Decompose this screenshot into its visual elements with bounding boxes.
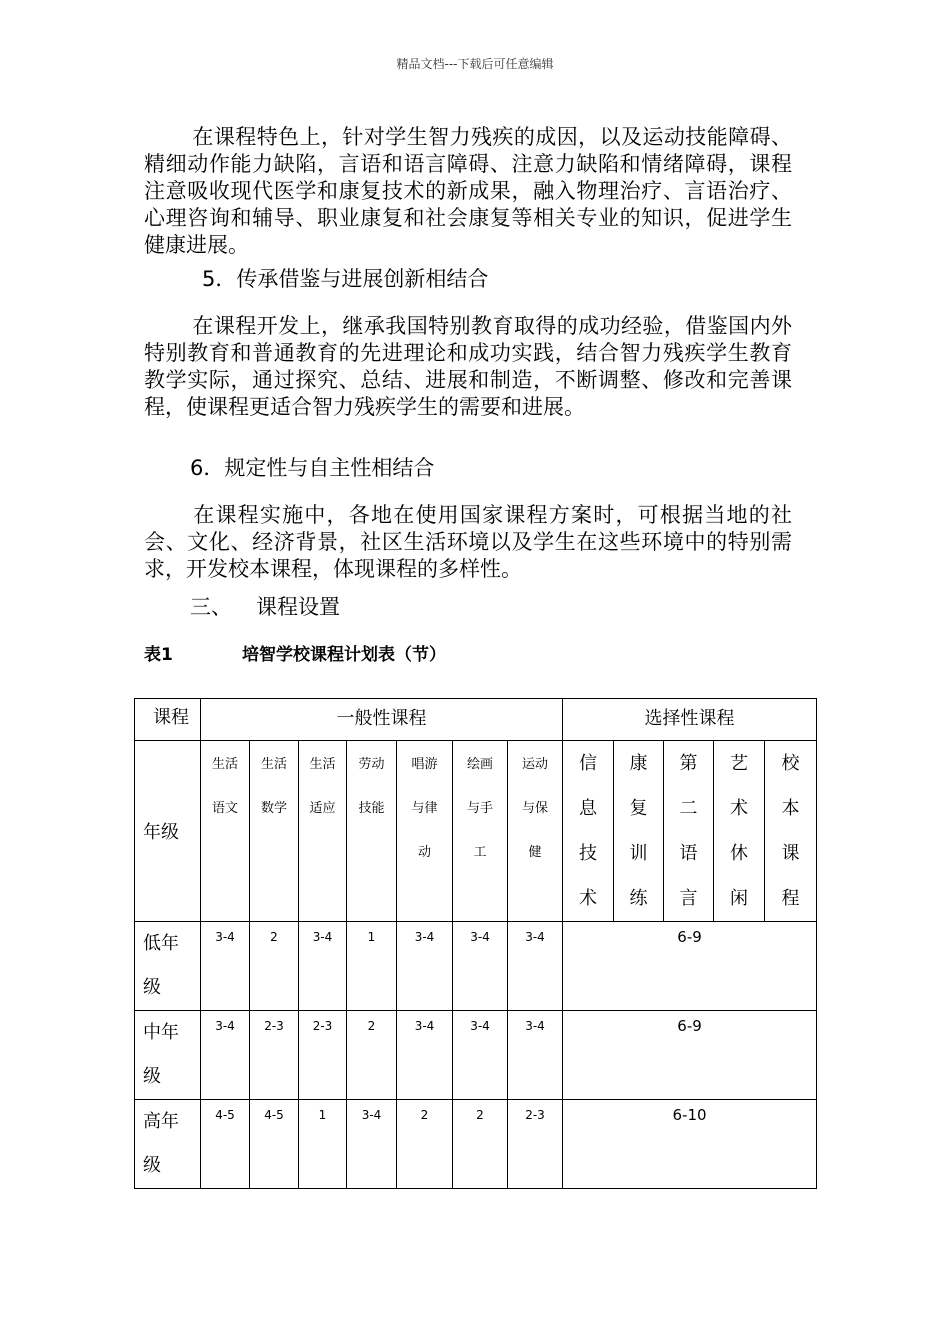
table-cell: 3-4: [397, 1011, 453, 1100]
general-courses-header: 一般性课程: [201, 699, 563, 741]
heading-section-6: 6．规定性与自主性相结合: [190, 456, 435, 480]
paragraph-course-features: 在课程特色上，针对学生智力残疾的成因，以及运动技能障碍、精细动作能力缺陷，言语和语言障碍、注意力缺陷和情绪障碍，课程注意吸收现代医学和康复技术的新成果，融入物理治疗、言语治疗、心理咨询和辅导、职业康复和社会康复等相关专业的知识，促进学生健康进展。: [144, 125, 792, 257]
corner-course-label: 课程: [135, 699, 201, 741]
table-number: 表1: [144, 645, 173, 665]
table-cell: 3-4: [508, 1011, 563, 1100]
subject-information-tech: 信 息 技 术: [563, 741, 614, 922]
table-title: 培智学校课程计划表（节）: [242, 645, 446, 665]
course-plan-table: [134, 698, 817, 1189]
subject-drawing-handcraft: 绘画 与手 工: [453, 741, 508, 922]
elective-courses-header: 选择性课程: [563, 699, 817, 741]
page-header: 精品文档---下载后可任意编辑: [396, 57, 554, 71]
grade-label: 中年 级: [135, 1011, 201, 1100]
table-cell: 3-4: [453, 922, 508, 1011]
table-cell: 4-5: [250, 1100, 299, 1189]
table-cell: 3-4: [347, 1100, 397, 1189]
subject-rehab-training: 康 复 训 练: [614, 741, 664, 922]
table-cell: 3-4: [397, 922, 453, 1011]
subject-school-based: 校 本 课 程: [765, 741, 817, 922]
table-cell: 3-4: [201, 1011, 250, 1100]
table-caption: [144, 640, 446, 665]
subject-life-adaptation: 生活 适应: [299, 741, 347, 922]
table-row-low-grade: [135, 922, 817, 1011]
table-row-mid-grade: [135, 1011, 817, 1100]
table-cell: 1: [347, 922, 397, 1011]
table-cell: 2: [250, 922, 299, 1011]
table-cell: 3-4: [508, 922, 563, 1011]
subject-second-language: 第 二 语 言: [664, 741, 714, 922]
table-cell: 2-3: [299, 1011, 347, 1100]
table-cell: 3-4: [201, 922, 250, 1011]
table-cell: 2-3: [508, 1100, 563, 1189]
corner-grade-label: 年级: [135, 741, 201, 922]
table-cell: 1: [299, 1100, 347, 1189]
subject-labor-skills: 劳动 技能: [347, 741, 397, 922]
table-row-high-grade: [135, 1100, 817, 1189]
subject-life-chinese: 生活 语文: [201, 741, 250, 922]
subject-sports-health: 运动 与保 健: [508, 741, 563, 922]
subject-art-leisure: 艺 术 休 闲: [714, 741, 765, 922]
table-cell: 2: [347, 1011, 397, 1100]
elective-total: 6-9: [563, 1011, 817, 1100]
table-cell: 2-3: [250, 1011, 299, 1100]
table-cell: 2: [453, 1100, 508, 1189]
table-cell: 4-5: [201, 1100, 250, 1189]
subject-singing-rhythm: 唱游 与律 动: [397, 741, 453, 922]
subject-life-math: 生活 数学: [250, 741, 299, 922]
paragraph-course-implementation: 在课程实施中，各地在使用国家课程方案时，可根据当地的社会、文化、经济背景，社区生活环境以及学生在这些环境中的特别需求，开发校本课程，体现课程的多样性。: [144, 503, 792, 581]
grade-label: 低年 级: [135, 922, 201, 1011]
heading-section-3: 三、 课程设置: [190, 595, 340, 619]
paragraph-course-development: 在课程开发上，继承我国特别教育取得的成功经验，借鉴国内外特别教育和普通教育的先进理论和成功实践，结合智力残疾学生教育教学实际，通过探究、总结、进展和制造，不断调整、修改和完善课程，使课程更适合智力残疾学生的需要和进展。: [144, 314, 792, 419]
table-cell: 3-4: [299, 922, 347, 1011]
table-cell: 2: [397, 1100, 453, 1189]
elective-total: 6-10: [563, 1100, 817, 1189]
elective-total: 6-9: [563, 922, 817, 1011]
heading-section-5: 5．传承借鉴与进展创新相结合: [202, 267, 489, 291]
table-cell: 3-4: [453, 1011, 508, 1100]
grade-label: 高年 级: [135, 1100, 201, 1189]
